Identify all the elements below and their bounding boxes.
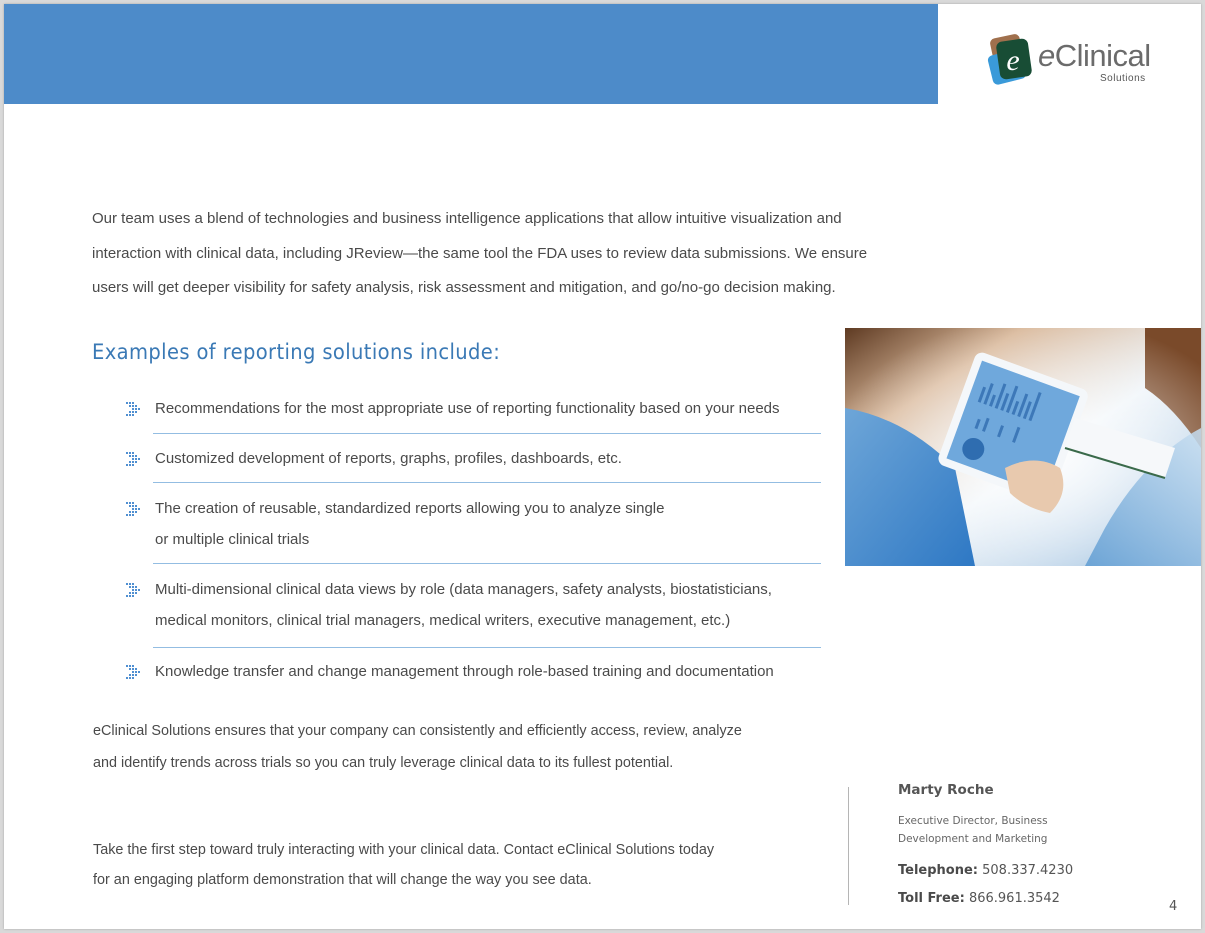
contact-title [898,812,1048,848]
dotted-arrow-icon [124,664,142,680]
telephone-label: Telephone: [898,863,978,878]
contact-title-line: Development and Marketing [898,833,1048,845]
contact-name: Marty Roche [898,782,994,798]
tablet-photo [845,328,1201,566]
list-divider [153,647,821,648]
cta-line: Take the first step toward truly interacting with your clinical data. Contact eClinical Solutions today [93,841,715,858]
dotted-arrow-icon [124,401,142,417]
list-divider [153,563,821,564]
svg-text:e: e [1006,44,1020,77]
tollfree-number: 866.961.3542 [968,891,1060,906]
header-band [4,4,938,104]
telephone-number: 508.337.4230 [982,863,1074,878]
list-item-text: or multiple clinical trials [155,531,310,548]
intro-line: Our team uses a blend of technologies and business intelligence applications that allow intuitive visualization and [92,210,842,227]
dotted-arrow-icon [124,501,142,517]
closing-line: eClinical Solutions ensures that your company can consistently and efficiently access, review, analyze [93,722,742,739]
eclinical-logo [986,32,1161,92]
call-to-action-paragraph [93,835,803,895]
page-number: 4 [1169,899,1178,914]
list-item-text: Knowledge transfer and change management through role-based training and documentation [155,663,774,680]
contact-divider [848,787,849,905]
tollfree-label: Toll Free: [898,891,965,906]
contact-telephone [898,863,1073,878]
list-item-text: Recommendations for the most appropriate use of reporting functionality based on your needs [155,400,780,417]
list-item-text: medical monitors, clinical trial managers, medical writers, executive management, etc.) [155,612,731,629]
contact-title-line: Executive Director, Business [898,815,1048,827]
eclinical-logo-icon [986,32,1036,88]
dotted-arrow-icon [124,582,142,598]
tablet-photo-image [845,328,1201,566]
intro-line: interaction with clinical data, including JReview—the same tool the FDA uses to review data submissions. We ensure [92,244,868,262]
document-page [4,4,1201,929]
closing-line: and identify trends across trials so you can truly leverage clinical data to its fullest potential. [93,753,674,771]
list-divider [153,433,821,434]
contact-tollfree [898,891,1060,906]
intro-line: users will get deeper visibility for safety analysis, risk assessment and mitigation, and go/no-go decision making. [92,279,836,296]
list-divider [153,482,821,483]
intro-paragraph [92,202,912,306]
list-item-text: Multi-dimensional clinical data views by role (data managers, safety analysts, biostatisticians, [155,581,772,598]
logo-wordmark: eClinical [1038,38,1151,73]
closing-paragraph [93,715,803,778]
dotted-arrow-icon [124,451,142,467]
logo-subtitle: Solutions [1100,73,1146,84]
list-item-text: Customized development of reports, graphs, profiles, dashboards, etc. [155,450,622,467]
cta-line: for an engaging platform demonstration that will change the way you see data. [93,871,592,888]
list-item-text: The creation of reusable, standardized reports allowing you to analyze single [155,500,665,517]
section-heading: Examples of reporting solutions include: [92,340,501,364]
